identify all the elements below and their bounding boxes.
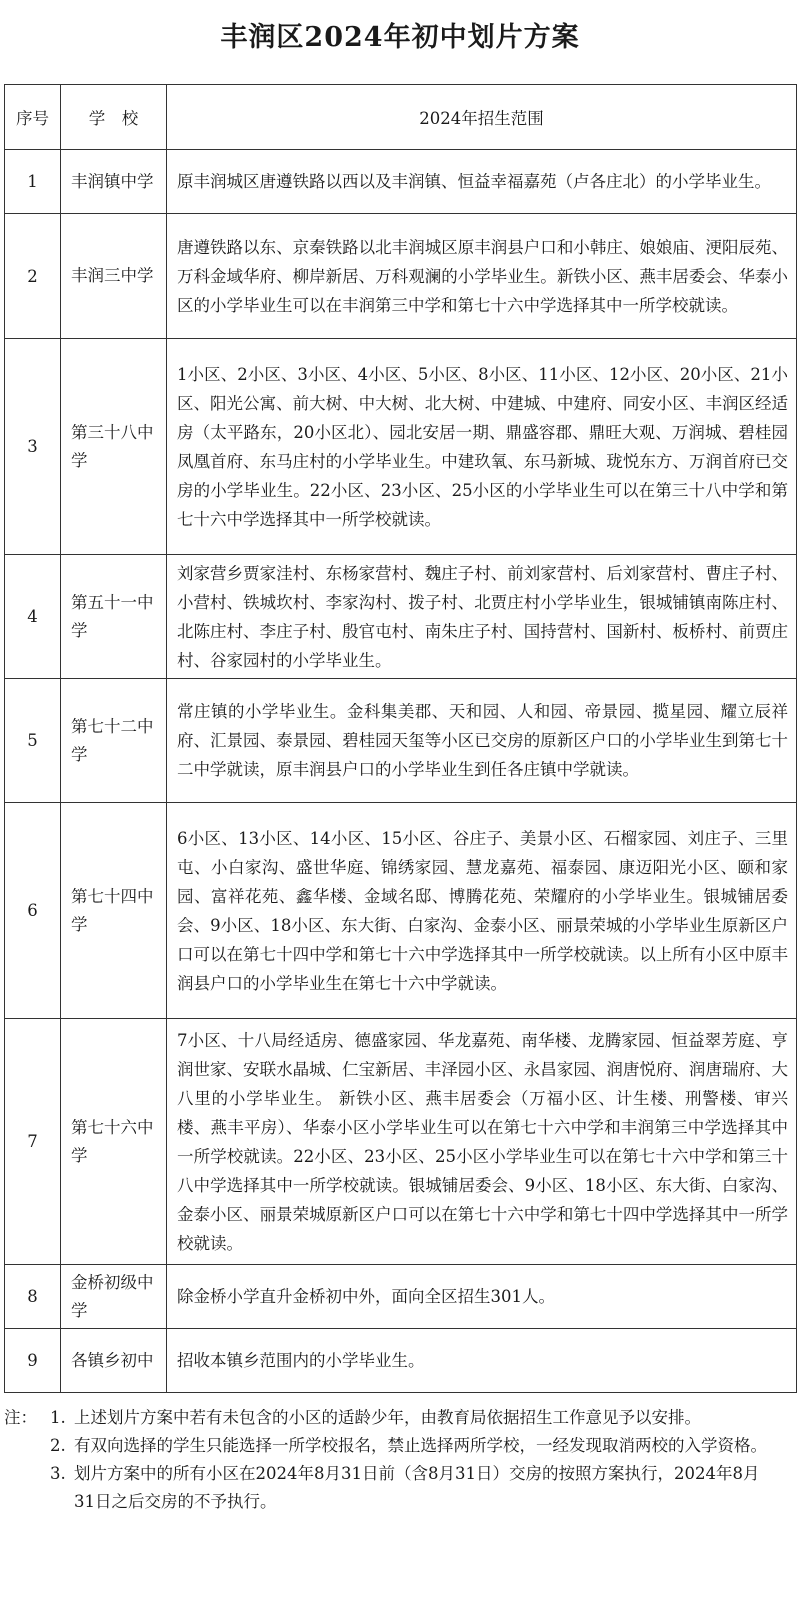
- row-school: 第三十八中学: [61, 339, 167, 555]
- row-school: 金桥初级中学: [61, 1265, 167, 1329]
- row-school: 丰润三中学: [61, 214, 167, 339]
- row-range: 唐遵铁路以东、京秦铁路以北丰润城区原丰润县户口和小韩庄、娘娘庙、浭阳辰苑、万科金域华府、柳岸新居、万科观澜的小学毕业生。新铁小区、燕丰居委会、华泰小区的小学毕业生可以在丰润第三中学和第七十六中学选择其中一所学校就读。: [167, 214, 797, 339]
- header-range: 2024年招生范围: [167, 85, 797, 150]
- row-school: 各镇乡初中: [61, 1329, 167, 1393]
- notes-lead: 注：: [4, 1408, 37, 1427]
- row-index: 1: [5, 150, 61, 214]
- row-range: 常庄镇的小学毕业生。金科集美郡、天和园、人和园、帝景园、揽星园、耀立辰祥府、汇景园、泰景园、碧桂园天玺等小区已交房的原新区户口的小学毕业生到第七十二中学就读，原丰润县户口的小学毕业生到任各庄镇中学就读。: [167, 679, 797, 803]
- table-row: [5, 1019, 797, 1265]
- row-index: 2: [5, 214, 61, 339]
- note-number: 3.: [50, 1464, 66, 1483]
- note-text: 上述划片方案中若有未包含的小区的适龄少年，由教育局依据招生工作意见予以安排。: [74, 1408, 701, 1427]
- row-index: 5: [5, 679, 61, 803]
- row-range: 除金桥小学直升金桥初中外，面向全区招生301人。: [167, 1265, 797, 1329]
- row-range: 招收本镇乡范围内的小学毕业生。: [167, 1329, 797, 1393]
- note-item: [4, 1432, 796, 1460]
- header-index: 序号: [5, 85, 61, 150]
- row-range: 原丰润城区唐遵铁路以西以及丰润镇、恒益幸福嘉苑（卢各庄北）的小学毕业生。: [167, 150, 797, 214]
- row-school: 第七十四中学: [61, 803, 167, 1019]
- row-school: 丰润镇中学: [61, 150, 167, 214]
- row-range: 7小区、十八局经适房、德盛家园、华龙嘉苑、南华楼、龙腾家园、恒益翠芳庭、亨润世家、安联水晶城、仁宝新居、丰泽园小区、永昌家园、润唐悦府、润唐瑞府、大八里的小学毕业生。 新铁小区、燕丰居委会（万福小区、计生楼、刑警楼、审兴楼、燕丰平房）、华泰小区小学毕业生可以在第七十六中学和丰润第三中学选择其中一所学校就读。22小区、23小区、25小区小学毕业生可以在第七十六中学和第三十八中学选择其中一所学校就读。银城铺居委会、9小区、18小区、东大街、白家沟、金泰小区、丽景荣城原新区户口可以在第七十六中学和第七十四中学选择其中一所学校就读。: [167, 1019, 797, 1265]
- row-school: 第七十二中学: [61, 679, 167, 803]
- zoning-table: [4, 84, 797, 1393]
- table-row: [5, 679, 797, 803]
- row-range: 1小区、2小区、3小区、4小区、5小区、8小区、11小区、12小区、20小区、21小区、阳光公寓、前大树、中大树、北大树、中建城、中建府、同安小区、丰润区经适房（太平路东，20小区北）、园北安居一期、鼎盛容郡、鼎旺大观、万润城、碧桂园凤凰首府、东马庄村的小学毕业生。中建玖氧、东马新城、珑悦东方、万润首府已交房的小学毕业生。22小区、23小区、25小区的小学毕业生可以在第三十八中学和第七十六中学选择其中一所学校就读。: [167, 339, 797, 555]
- row-index: 8: [5, 1265, 61, 1329]
- row-school: 第七十六中学: [61, 1019, 167, 1265]
- table-row: [5, 1329, 797, 1393]
- header-school: 学 校: [61, 85, 167, 150]
- table-row: [5, 1265, 797, 1329]
- note-item: [4, 1460, 796, 1516]
- table-row: [5, 803, 797, 1019]
- note-item: [4, 1404, 796, 1432]
- note-number: 1.: [50, 1408, 66, 1427]
- table-header-row: [5, 85, 797, 150]
- table-row: [5, 339, 797, 555]
- notes-section: [4, 1404, 796, 1516]
- document-title: 丰润区2024年初中划片方案: [220, 22, 580, 53]
- table-row: [5, 150, 797, 214]
- note-text: 有双向选择的学生只能选择一所学校报名，禁止选择两所学校，一经发现取消两校的入学资格。: [74, 1436, 767, 1455]
- row-range: 刘家营乡贾家洼村、东杨家营村、魏庄子村、前刘家营村、后刘家营村、曹庄子村、小营村、铁城坎村、李家沟村、拨子村、北贾庄村小学毕业生，银城铺镇南陈庄村、北陈庄村、李庄子村、殷官屯村、南朱庄子村、国持营村、国新村、板桥村、前贾庄村、谷家园村的小学毕业生。: [167, 555, 797, 679]
- row-index: 7: [5, 1019, 61, 1265]
- row-index: 9: [5, 1329, 61, 1393]
- table-row: [5, 214, 797, 339]
- row-range: 6小区、13小区、14小区、15小区、谷庄子、美景小区、石榴家园、刘庄子、三里屯、小白家沟、盛世华庭、锦绣家园、慧龙嘉苑、福泰园、康迈阳光小区、颐和家园、富祥花苑、鑫华楼、金域名邸、博腾花苑、荣耀府的小学毕业生。银城铺居委会、9小区、18小区、东大街、白家沟、金泰小区、丽景荣城的小学毕业生原新区户口可以在第七十四中学和第七十六中学选择其中一所学校就读。以上所有小区中原丰润县户口的小学毕业生在第七十六中学就读。: [167, 803, 797, 1019]
- row-index: 6: [5, 803, 61, 1019]
- row-school: 第五十一中学: [61, 555, 167, 679]
- table-row: [5, 555, 797, 679]
- note-number: 2.: [50, 1436, 66, 1455]
- row-index: 4: [5, 555, 61, 679]
- row-index: 3: [5, 339, 61, 555]
- note-text: 划片方案中的所有小区在2024年8月31日前（含8月31日）交房的按照方案执行，2024年8月31日之后交房的不予执行。: [74, 1464, 760, 1511]
